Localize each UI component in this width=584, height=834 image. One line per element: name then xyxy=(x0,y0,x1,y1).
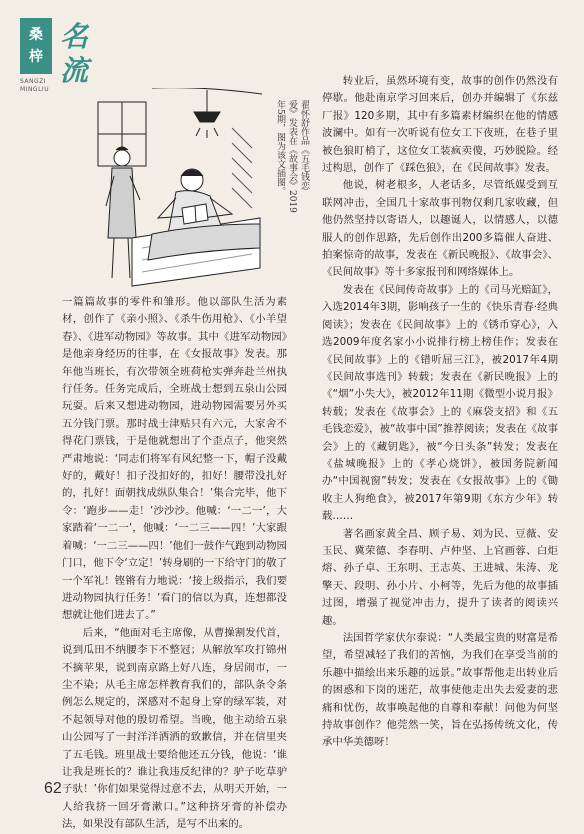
body-paragraph: 发表在《民间传奇故事》上的《司马光赔缸》，入选2014年3期，影响孩子一生的《快乐青春·经典阅读》；发表在《民间故事》上的《锈币穿心》，入选2009年度名家小小说排行榜上榜佳作；发表在《民间故事》上的《错听屈三江》，被2017年4期《民间故事选刊》转载；发表在《新民晚报》上的《“烟”小失大》，被2012年11期《微型小说月报》转载；发表在《故事会》上的《麻袋支招》和《五毛钱恋爱》，被“故事中国”推荐阅读；发表在《故事会》上的《藏钥匙》，被“今日头条”转发；发表在《盐城晚报》上的《孝心烧饼》，被国务院新闻办“中国视窗”转发；发表在《女报故事》上的《锄收主人狗绝食》，被2017年第9期《东方少年》转载…… xyxy=(322,283,558,523)
body-paragraph: 后来，“他面对毛主席像，从曹操割发代首，说到瓜田不纳腰李下不整冠；从解放军攻打锦州不摘苹果，说到南京路上好八连，身居闹市，一尘不染；从毛主席怎样教育我们的，部队条令条例怎么规定的，深感对不起身上穿的绿军装，对不起领导对他的殷切希望。当晚，他主动给五泉山公园写了一封洋洋洒洒的致歉信，并在信里夹了五毛钱。班里战士要给他还五分钱，他说：‘谁让我是班长的？谁让我违反纪律的？驴子吃草驴子驮！’你们如果觉得过意不去，从明天开始，一人给我挤一回牙膏漱口。”这种挤牙膏的补偿办法，如果没有部队生活，是写不出来的。 xyxy=(62,626,287,831)
body-paragraph: 转业后，虽然环境有变，故事的创作仍然没有停歇。他赴南京学习回来后，创办并编辑了《东兹厂报》120多期，其中有多篇素材编织在他的情感波澜中。如有一次听说有位女工下夜班，在巷子里被色狼盯梢了，这位女工装疯卖傻，巧妙脱险。经过构思，创作了《踩色狼》，在《民间故事》发表。 xyxy=(322,75,558,175)
body-paragraph: 一篇篇故事的零件和雏形。他以部队生活为素材，创作了《亲小照》、《杀牛伤用枪》、《小羊望春》、《进军动物园》等故事。其中《进军动物园》是他亲身经历的往事，在《女报故事》发表。那年他当班长，有次带领全班荷枪实弹奔赴兰州执行任务。任务完成后，全班战士想到五泉山公园玩耍。后来又想进动物园，进动物园需要另外买五分钱门票。那时战士津贴只有六元，大家舍不得花门票钱，于是他就想出了个歪点子，他突然严肃地说：‘同志们将军有风纪整一下，帽子没戴好的，戴好！扣子没扣好的，扣好！腰带没扎好的，扎好！面朝找成纵队集合！’集合完毕，他下令：‘跑步——走！’沙沙沙。他喊：‘一二一’，大家踏着‘一二一’，他喊：‘一二三——四！’大家跟着喊：‘一二三——四！’他们一鼓作气跑到动物园门口，他下令‘立定！’转身刷的一下给守门的敬了一个军礼！铿锵有力地说：‘接上级指示，我们要进动物园执行任务！’看门的信以为真，连想都没想就让他们进去了。” xyxy=(62,296,287,622)
column-name-char: 梓 xyxy=(29,49,43,65)
story-illustration xyxy=(92,88,262,288)
illustration-caption xyxy=(258,100,310,240)
body-paragraph: 法国哲学家伏尔泰说：“人类最宝贵的财富是希望，希望减轻了我们的苦恼，为我们在享受当前的乐趣中描绘出来乐趣的远景。”故事帮他走出转业后的困惑和下岗的迷茫，故事使他走出失去爱妻的悲痛和忧伤，故事唤起他的自尊和奉献！问他为何坚持故事创作？他莞然一笑，旨在弘扬传统文化，传承中华美德呀！ xyxy=(322,632,558,749)
caption-line: 爱》发表在《故事会》2019 xyxy=(287,100,297,213)
left-text-column xyxy=(62,294,287,834)
caption-line: 翟怀舒作品《五毛钱恋 xyxy=(299,100,309,190)
column-name-char: 桑 xyxy=(29,27,43,43)
column-title xyxy=(56,20,92,88)
column-title-char: 名 xyxy=(59,20,88,53)
column-name-english: SANGZI MINGLIU xyxy=(20,78,50,93)
body-paragraph: 他说，树老根多，人老话多，尽管纸媒受到互联网冲击，全国几十家故事刊物仅剩几家收藏，但他仍然坚持以寄语人，以趣诞人，以情感人，以德服人的创作思路，先后创作出200多篇催人奋进、拍案惊奇的故事，发表在《新民晚报》、《故事会》、《民间故事》等十多家报刊和网络媒体上。 xyxy=(322,179,558,279)
caption-line: 年5期，图为该文插图。 xyxy=(275,100,285,196)
body-paragraph: 著名画家黄全昌、顾子易、刘为民、豆薇、安玉民、冀荣德、李春明、卢仲坚、上官画蓉、白炬熔、孙子卓、王东明、王志英、王进城、朱涛、龙擎天、段明、孙小片、小柯等，先后为他的故事插过图，增强了视觉冲击力，提升了读者的阅读兴趣。 xyxy=(322,527,558,627)
page-number: 62 xyxy=(44,780,62,797)
right-text-column xyxy=(322,73,558,752)
column-name-box xyxy=(20,18,52,74)
column-title-char: 流 xyxy=(59,54,88,87)
